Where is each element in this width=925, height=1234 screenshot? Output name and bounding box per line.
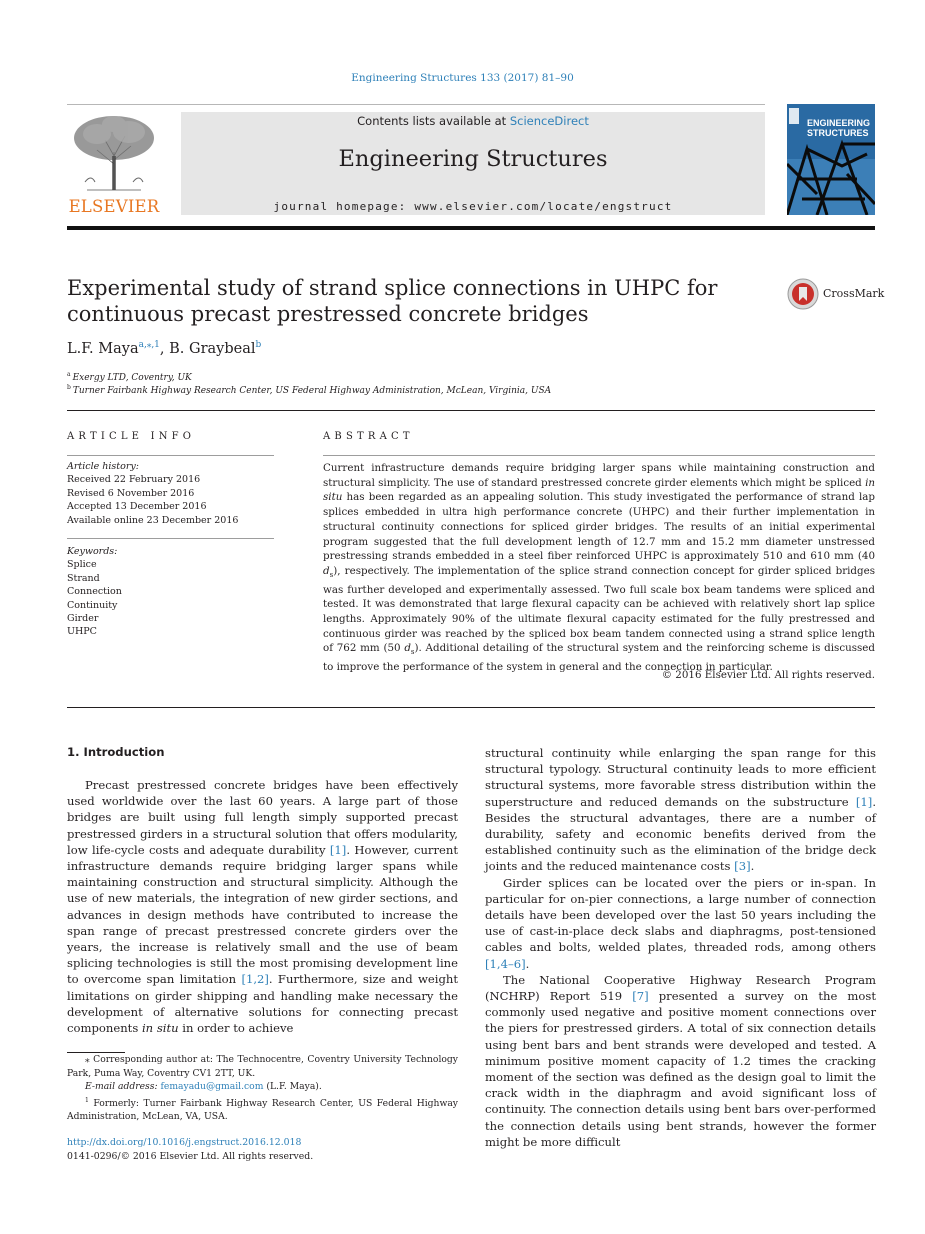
text-run: . However, current infrastructure demands require bridging larger spans while maintaining construction and structural simplicity. Although the use of new materials, the integration of new girder sections, and advances in design methods have contributed to increase the span range of precast prestressed concrete girders over the years, the increase is relatively small and the use of beam splicing technologies is still the most promising development line to overcome span limitation xyxy=(67,842,459,987)
symbol-sub: s xyxy=(329,570,334,579)
article-history xyxy=(67,460,274,527)
intro-paragraph-3 xyxy=(485,972,876,1150)
keywords-rule xyxy=(67,538,274,539)
tree-logo-icon xyxy=(67,112,161,194)
abstract-part: ). Additional detailing of the structural system and the reinforcing scheme is discussed to improve the performance of the system in general and the connection in particular. xyxy=(323,642,875,674)
email-suffix: (L.F. Maya). xyxy=(263,1081,322,1093)
keyword-item: Splice xyxy=(67,559,97,571)
header-rule xyxy=(67,226,875,230)
text-run: . Besides the structural advantages, there are a number of durability, safety and economic benefits derived from the established continuity such as the elimination of the bridge deck joints and the reduced maintenance costs xyxy=(485,794,876,874)
abstract-text xyxy=(323,461,875,675)
article-info-rule xyxy=(67,455,274,456)
abstract-part: has been regarded as an appealing solution. This study investigated the performance of strand lap splices embedded in ultra high performance concrete (UHPC) and their further implementation in structural continuity connections for spliced girder bridges. The results of an initial experimental program suggested that the full development length of 12.7 mm and 15.2 mm diameter unstressed prestressing strands embedded in a steel fiber reinforced UHPC is approximately 510 and 610 mm (40 xyxy=(323,491,875,563)
crossmark-label: CrossMark xyxy=(823,287,885,300)
intro-right-column xyxy=(485,745,876,1150)
abstract-heading: ABSTRACT xyxy=(323,431,414,442)
text-run-italic: in situ xyxy=(141,1021,179,1036)
footnotes xyxy=(67,1053,458,1124)
journal-reference[interactable]: Engineering Structures 133 (2017) 81–90 xyxy=(351,72,574,84)
history-online: Available online 23 December 2016 xyxy=(67,514,239,526)
text-run: The National Cooperative Highway Research Program (NCHRP) Report 519 xyxy=(485,972,876,1004)
cover-title xyxy=(807,118,870,138)
footnote-text: Formerly: Turner Fairbank Highway Research Center, US Federal Highway Administration, McLean, VA, USA. xyxy=(67,1097,459,1123)
crossmark-badge[interactable] xyxy=(787,278,885,312)
footnote-mark: 1 xyxy=(85,1096,89,1104)
author1-affiliation-marks[interactable]: a,⁎,1 xyxy=(138,340,160,350)
article-title: Experimental study of strand splice connections in UHPC for continuous precast prestressed concrete bridges xyxy=(67,276,718,326)
keywords-block xyxy=(67,545,274,639)
text-run: structural continuity while enlarging the span range for this structural typology. Structural continuity leads to more efficient structural systems, more favorable stress distribution within the superstructure and reduced demands on the substructure xyxy=(485,746,876,809)
elsevier-logo[interactable] xyxy=(67,112,161,216)
citation-link[interactable]: [1] xyxy=(855,794,873,809)
text-run: Girder splices can be located over the piers or in-span. In particular for on-pier connections, a large number of connection details have been developed over the last 50 years including the use of cast-in-place deck slabs and diaphragms, post-tensioned cables and bolts, welded plates, threaded rods, among others xyxy=(485,875,876,955)
elsevier-wordmark: ELSEVIER xyxy=(68,197,160,216)
contents-line xyxy=(181,114,765,128)
citation-link[interactable]: [1,4–6] xyxy=(485,956,526,971)
citation-link[interactable]: [7] xyxy=(632,989,649,1004)
email-label: E-mail address: xyxy=(85,1081,161,1093)
sciencedirect-link[interactable]: ScienceDirect xyxy=(509,114,589,128)
author-list xyxy=(67,340,261,357)
footnote-corresponding xyxy=(67,1053,458,1080)
abstract-copyright: © 2016 Elsevier Ltd. All rights reserved. xyxy=(661,669,875,681)
intro-paragraph-2 xyxy=(485,875,876,972)
text-run: . xyxy=(750,859,755,874)
footnote-1 xyxy=(67,1094,458,1124)
journal-name: Engineering Structures xyxy=(338,146,608,172)
keyword-item: Continuity xyxy=(67,599,118,611)
footnote-mark: ⁎ xyxy=(85,1054,90,1065)
affiliation-b xyxy=(67,384,551,396)
issn-line: 0141-0296/© 2016 Elsevier Ltd. All rights reserved. xyxy=(67,1151,314,1162)
intro-paragraph-1-cont xyxy=(485,745,876,875)
affiliation-b-mark: b xyxy=(67,384,71,391)
journal-banner xyxy=(181,112,765,215)
symbol-d: d xyxy=(404,642,411,655)
cover-title-line2: STRUCTURES xyxy=(806,128,869,138)
affiliation-a-text: Exergy LTD, Coventry, UK xyxy=(72,373,192,383)
article-info-heading: ARTICLE INFO xyxy=(67,431,196,442)
title-divider xyxy=(67,410,875,411)
affiliation-b-text: Turner Fairbank Highway Research Center, US Federal Highway Administration, McLean, Virginia, USA xyxy=(72,386,552,396)
abstract-italic: in situ xyxy=(323,476,875,504)
journal-cover-image[interactable] xyxy=(787,104,875,215)
journal-homepage[interactable]: journal homepage: www.elsevier.com/locate/engstruct xyxy=(273,200,673,213)
keywords-label: Keywords: xyxy=(67,546,118,557)
keyword-item: Strand xyxy=(67,572,100,584)
keyword-item: Connection xyxy=(67,586,122,598)
keyword-item: UHPC xyxy=(67,626,97,638)
text-run: . Furthermore, size and weight limitations on girder shipping and handling make necessary the development of alternative solutions for connecting precast components xyxy=(67,972,458,1036)
keyword-item: Girder xyxy=(67,613,99,625)
abstract-rule xyxy=(323,455,875,456)
cover-title-line1: ENGINEERING xyxy=(806,118,870,128)
history-revised: Revised 6 November 2016 xyxy=(67,487,195,499)
author2-affiliation-mark[interactable]: b xyxy=(255,340,262,350)
author-maya[interactable]: L.F. Maya xyxy=(67,340,139,357)
doi-link[interactable]: http://dx.doi.org/10.1016/j.engstruct.2016.12.018 xyxy=(67,1137,302,1148)
footnote-email xyxy=(67,1080,458,1094)
history-received: Received 22 February 2016 xyxy=(67,474,201,486)
footnote-text: Corresponding author at: The Technocentre, Coventry University Technology Park, Puma Way, Coventry CV1 2TT, UK. xyxy=(67,1054,458,1079)
email-link[interactable]: femayadu@gmail.com xyxy=(160,1081,264,1093)
intro-left-column xyxy=(67,777,458,1036)
symbol-sub: s xyxy=(410,648,415,657)
citation-link[interactable]: [1,2] xyxy=(241,972,269,987)
history-label: Article history: xyxy=(67,461,139,472)
text-run: in order to achieve xyxy=(178,1021,294,1036)
abstract-part: Current infrastructure demands require bridging larger spans while maintaining construction and structural simplicity. The use of standard prestressed concrete girder elements which might be spliced xyxy=(323,462,875,489)
abstract-divider xyxy=(67,707,875,708)
text-run: presented a survey on the most commonly used negative and positive moment connections over the piers for prestressed girders. A total of six connection details using bent bars and bent strands were developed and tested. A minimum positive moment capacity of 1.2 times the cracking moment of the section was defined as the design goal to limit the crack width in the diaphragm and avoid significant loss of continuity. The connection details using bent bars over-performed the connection details using bent strands, however the former might be more difficult xyxy=(485,989,876,1149)
citation-link[interactable]: [3] xyxy=(734,859,751,874)
affiliation-a xyxy=(67,371,192,383)
contents-prefix: Contents lists available at xyxy=(357,114,510,128)
symbol-d: d xyxy=(323,564,330,577)
intro-paragraph-1 xyxy=(67,777,458,1036)
author-graybeal[interactable]: , B. Graybeal xyxy=(159,340,256,357)
affiliation-a-mark: a xyxy=(67,371,71,378)
crossmark-icon xyxy=(787,278,819,310)
abstract-part: ), respectively. The implementation of the splice strand connection concept for girder spliced bridges was further developed and experimentally assessed. Two full scale box beam tandems were spliced and tested. It was demonstrated that large flexural capacity can be achieved with relatively short lap splice lengths. Approximately 90% of the ultimate flexural capacity estimated for the fully prestressed and continuous girder was reached by the spliced box beam tandem connected using a strand splice length of 762 mm (50 xyxy=(323,564,875,655)
section-heading-introduction: 1. Introduction xyxy=(67,745,165,759)
history-accepted: Accepted 13 December 2016 xyxy=(67,501,207,513)
text-run: Precast prestressed concrete bridges have been effectively used worldwide over the last 60 years. A large part of those bridges are built using full length simply supported precast prestressed girders in a structural solution that offers modularity, low life-cycle costs and adequate durability xyxy=(67,778,458,857)
header-top-line xyxy=(67,104,765,105)
text-run: . xyxy=(525,956,530,971)
citation-link[interactable]: [1] xyxy=(329,842,347,857)
